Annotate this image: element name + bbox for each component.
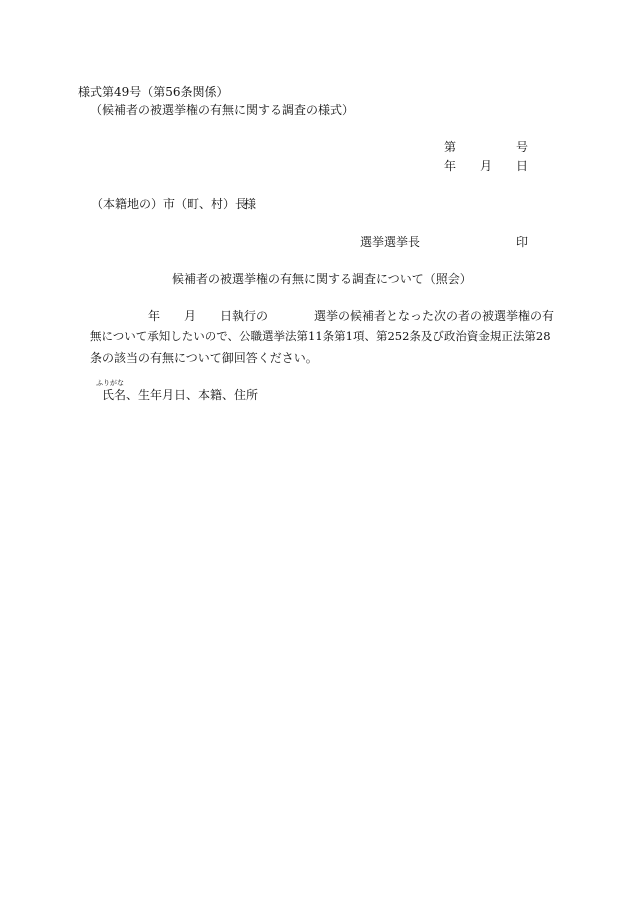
- addressee-label: （本籍地の）市（町、村）長: [91, 197, 248, 211]
- body-line1: 選挙の候補者となった次の者の被選挙権の有: [314, 309, 555, 323]
- addressee-honorific: 様: [244, 197, 257, 211]
- body-line2: 無について承知したいので、公職選挙法第11条第1項、第252条及び政治資金規正法第28: [90, 329, 551, 343]
- body-year: 年: [148, 309, 161, 323]
- document-title: 候補者の被選挙権の有無に関する調査について（照会）: [172, 272, 472, 286]
- date-day: 日: [516, 159, 529, 173]
- ref-dai: 第: [444, 140, 457, 154]
- body-day-exec: 日執行の: [220, 309, 269, 323]
- seal-mark: 印: [516, 235, 529, 249]
- body-month: 月: [184, 309, 197, 323]
- ref-go: 号: [516, 140, 529, 154]
- sender-title: 選挙選挙長: [360, 235, 421, 249]
- form-number: 様式第49号（第56条関係）: [78, 85, 229, 99]
- item-label: 氏名、生年月日、本籍、住所: [102, 388, 259, 402]
- date-month: 月: [480, 159, 493, 173]
- body-line3: 条の該当の有無について御回答ください。: [90, 351, 318, 365]
- date-year: 年: [444, 159, 457, 173]
- form-subtitle: （候補者の被選挙権の有無に関する調査の様式）: [90, 103, 355, 117]
- furigana-label: ふりがな: [96, 379, 124, 387]
